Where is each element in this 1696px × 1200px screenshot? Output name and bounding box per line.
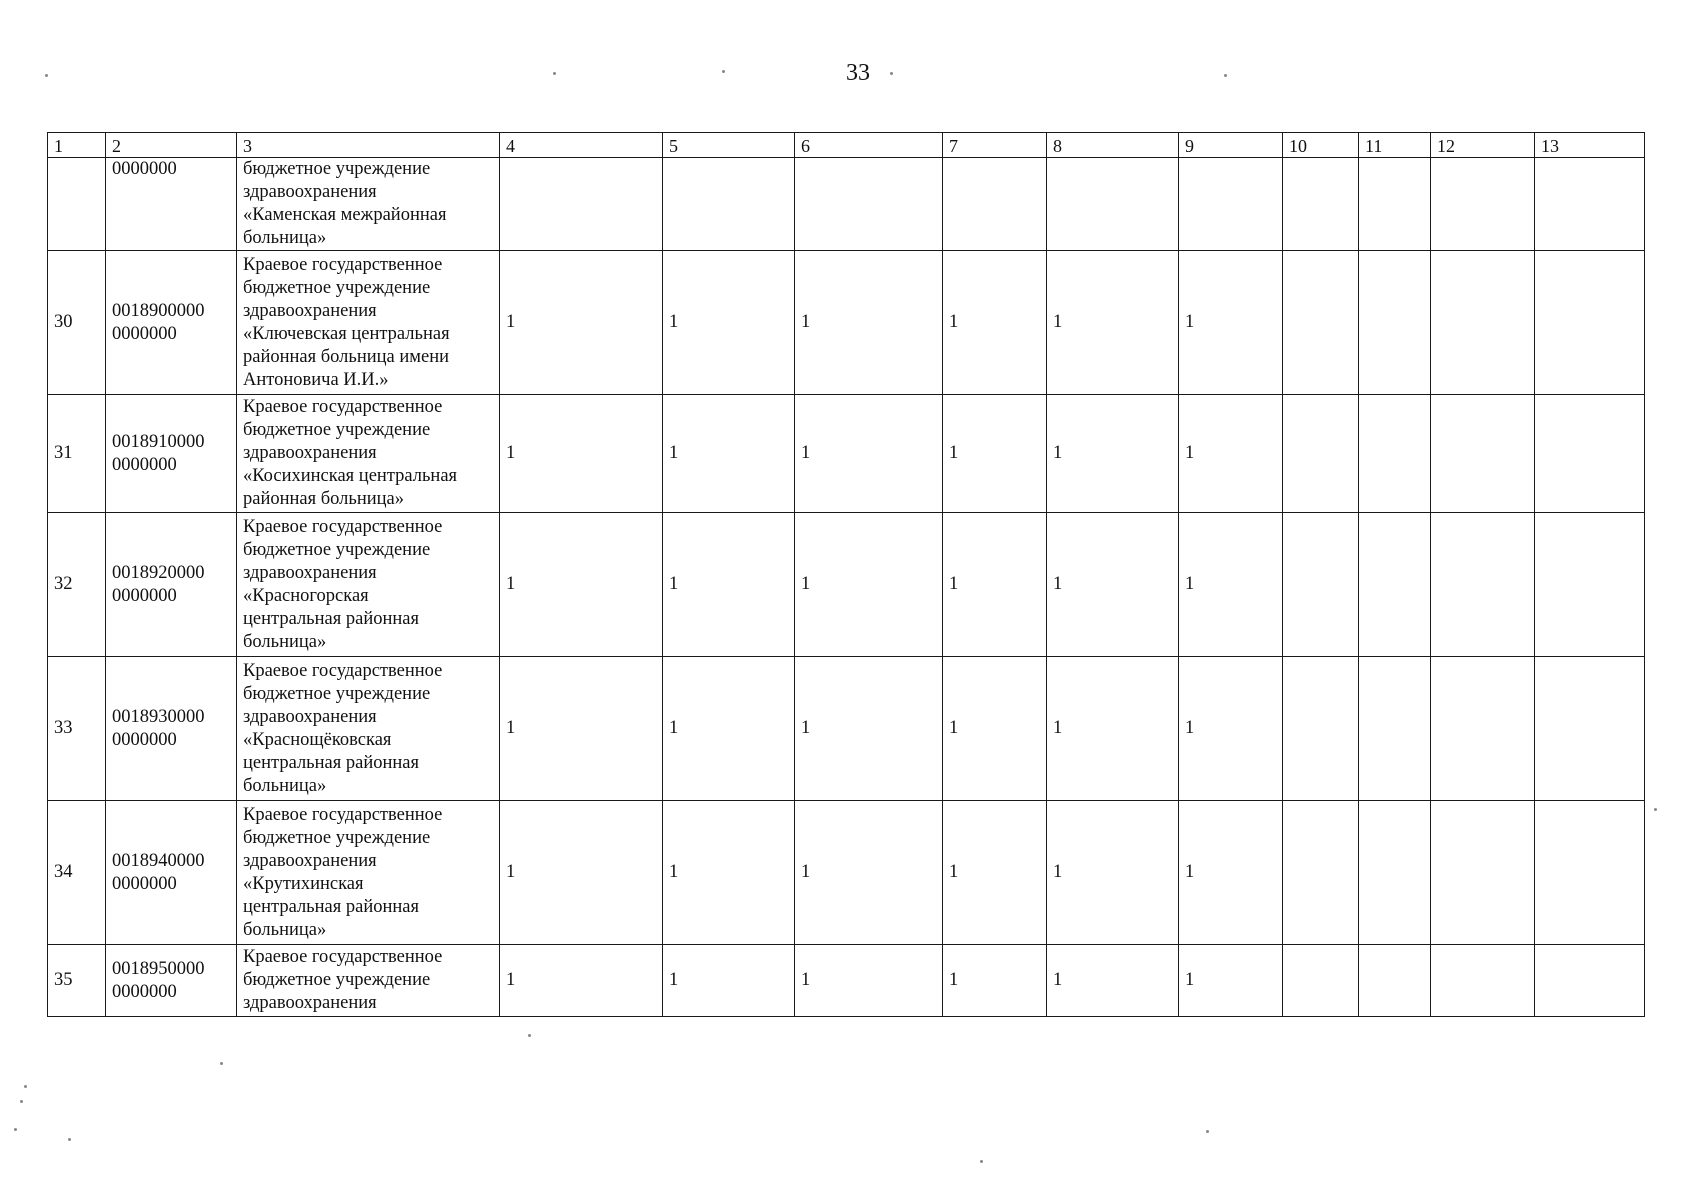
code-line: 0018930000 <box>112 706 205 727</box>
column-header-7: 7 <box>943 133 1047 158</box>
column-header-4: 4 <box>500 133 663 158</box>
institution-name-cell <box>237 158 500 251</box>
value-cell-6 <box>795 158 943 251</box>
value-cell-12 <box>1431 945 1535 1017</box>
name-line: бюджетное учреждение <box>243 970 431 990</box>
code-line: 0018920000 <box>112 562 205 583</box>
value-cell-4: 1 <box>500 657 663 801</box>
scan-speck <box>528 1034 531 1037</box>
value-cell-7: 1 <box>943 513 1047 657</box>
value-cell-6: 1 <box>795 945 943 1017</box>
name-line: бюджетное учреждение <box>243 683 431 704</box>
value-cell-7: 1 <box>943 251 1047 395</box>
value-cell-9: 1 <box>1179 657 1283 801</box>
page-number <box>0 60 1696 87</box>
value-cell-4: 1 <box>500 395 663 513</box>
value-cell-6: 1 <box>795 657 943 801</box>
scan-speck <box>722 70 725 73</box>
code-line: 0000000 <box>112 323 177 344</box>
value-cell-8: 1 <box>1047 801 1179 945</box>
column-header-6: 6 <box>795 133 943 158</box>
name-line: «Красногорская <box>243 585 369 606</box>
row-number-cell: 32 <box>48 513 106 657</box>
table-row <box>48 251 1645 395</box>
name-line: Краевое государственное <box>243 947 443 967</box>
value-cell-12 <box>1431 657 1535 801</box>
row-number-cell: 34 <box>48 801 106 945</box>
name-line: районная больница имени <box>243 346 450 367</box>
value-cell-7 <box>943 158 1047 251</box>
value-cell-7: 1 <box>943 945 1047 1017</box>
code-line: 0018900000 <box>112 300 205 321</box>
scan-speck <box>20 1100 23 1103</box>
value-cell-8: 1 <box>1047 251 1179 395</box>
value-cell-6: 1 <box>795 251 943 395</box>
name-line: здравоохранения <box>243 706 377 727</box>
value-cell-5 <box>663 158 795 251</box>
name-line: «Ключевская центральная <box>243 323 450 344</box>
value-cell-13 <box>1535 395 1645 513</box>
data-table <box>47 132 1645 1017</box>
table-body <box>48 158 1645 1017</box>
column-header-10: 10 <box>1283 133 1359 158</box>
name-line: Краевое государственное <box>243 254 443 275</box>
name-line: здравоохранения <box>243 993 377 1013</box>
row-number-cell: 30 <box>48 251 106 395</box>
institution-name-cell <box>237 251 500 395</box>
scan-speck <box>890 72 893 75</box>
code-cell <box>106 395 237 513</box>
name-line: Краевое государственное <box>243 397 443 417</box>
code-line: 0000000 <box>112 873 177 894</box>
row-number-cell <box>48 158 106 251</box>
name-line: центральная районная <box>243 752 419 773</box>
value-cell-11 <box>1359 801 1431 945</box>
value-cell-10 <box>1283 158 1359 251</box>
code-cell <box>106 657 237 801</box>
value-cell-10 <box>1283 395 1359 513</box>
value-cell-11 <box>1359 513 1431 657</box>
row-number-cell: 31 <box>48 395 106 513</box>
institution-name-cell <box>237 801 500 945</box>
value-cell-8: 1 <box>1047 945 1179 1017</box>
column-header-11: 11 <box>1359 133 1431 158</box>
value-cell-5: 1 <box>663 945 795 1017</box>
name-line: бюджетное учреждение <box>243 159 431 179</box>
value-cell-7: 1 <box>943 395 1047 513</box>
value-cell-8: 1 <box>1047 657 1179 801</box>
column-header-12: 12 <box>1431 133 1535 158</box>
code-line: 0000000 <box>112 585 177 606</box>
value-cell-11 <box>1359 657 1431 801</box>
name-line: районная больница» <box>243 489 405 509</box>
code-line: 0018940000 <box>112 850 205 871</box>
name-line: центральная районная <box>243 608 419 629</box>
name-line: «Косихинская центральная <box>243 466 458 486</box>
value-cell-12 <box>1431 801 1535 945</box>
value-cell-4 <box>500 158 663 251</box>
code-cell <box>106 158 237 251</box>
value-cell-10 <box>1283 945 1359 1017</box>
row-number-cell: 35 <box>48 945 106 1017</box>
scan-speck <box>553 72 556 75</box>
code-cell <box>106 945 237 1017</box>
column-header-2: 2 <box>106 133 237 158</box>
name-line: Краевое государственное <box>243 660 443 681</box>
value-cell-10 <box>1283 251 1359 395</box>
value-cell-5: 1 <box>663 513 795 657</box>
institution-name-cell <box>237 513 500 657</box>
code-cell <box>106 801 237 945</box>
code-line: 0018910000 <box>112 431 205 452</box>
value-cell-11 <box>1359 395 1431 513</box>
table-row <box>48 945 1645 1017</box>
value-cell-7: 1 <box>943 801 1047 945</box>
name-line: «Каменская межрайонная <box>243 205 447 225</box>
name-line: здравоохранения <box>243 562 377 583</box>
table-row <box>48 513 1645 657</box>
value-cell-13 <box>1535 251 1645 395</box>
code-line: 0000000 <box>112 981 177 1002</box>
name-line: здравоохранения <box>243 182 377 202</box>
table-row <box>48 395 1645 513</box>
value-cell-10 <box>1283 513 1359 657</box>
value-cell-6: 1 <box>795 513 943 657</box>
scan-speck <box>24 1085 27 1088</box>
name-line: здравоохранения <box>243 300 377 321</box>
value-cell-9: 1 <box>1179 513 1283 657</box>
value-cell-12 <box>1431 251 1535 395</box>
scan-speck <box>45 74 48 77</box>
value-cell-5: 1 <box>663 801 795 945</box>
value-cell-13 <box>1535 801 1645 945</box>
page-number-text: 33 <box>846 60 870 86</box>
code-cell <box>106 513 237 657</box>
value-cell-9: 1 <box>1179 801 1283 945</box>
scan-speck <box>1224 74 1227 77</box>
name-line: больница» <box>243 919 327 940</box>
name-line: бюджетное учреждение <box>243 827 431 848</box>
name-line: бюджетное учреждение <box>243 277 431 298</box>
table-row <box>48 657 1645 801</box>
name-line: больница» <box>243 631 327 652</box>
name-line: больница» <box>243 228 327 248</box>
table-header-row <box>48 133 1645 158</box>
institution-name-cell <box>237 395 500 513</box>
value-cell-5: 1 <box>663 395 795 513</box>
name-line: Краевое государственное <box>243 516 443 537</box>
value-cell-9: 1 <box>1179 251 1283 395</box>
name-line: центральная районная <box>243 896 419 917</box>
value-cell-12 <box>1431 395 1535 513</box>
value-cell-13 <box>1535 657 1645 801</box>
value-cell-13 <box>1535 158 1645 251</box>
name-line: Антоновича И.И.» <box>243 369 389 390</box>
name-line: бюджетное учреждение <box>243 539 431 560</box>
value-cell-12 <box>1431 158 1535 251</box>
name-line: больница» <box>243 775 327 796</box>
table-row <box>48 801 1645 945</box>
name-line: Краевое государственное <box>243 804 443 825</box>
name-line: здравоохранения <box>243 443 377 463</box>
column-header-5: 5 <box>663 133 795 158</box>
value-cell-4: 1 <box>500 801 663 945</box>
value-cell-9: 1 <box>1179 395 1283 513</box>
name-line: бюджетное учреждение <box>243 420 431 440</box>
value-cell-6: 1 <box>795 801 943 945</box>
value-cell-4: 1 <box>500 945 663 1017</box>
value-cell-8: 1 <box>1047 513 1179 657</box>
column-header-13: 13 <box>1535 133 1645 158</box>
code-line: 0018950000 <box>112 958 205 979</box>
scan-speck <box>68 1138 71 1141</box>
institution-name-cell <box>237 657 500 801</box>
scan-speck <box>1654 808 1657 811</box>
value-cell-13 <box>1535 513 1645 657</box>
institution-name-cell <box>237 945 500 1017</box>
column-header-3: 3 <box>237 133 500 158</box>
value-cell-7: 1 <box>943 657 1047 801</box>
value-cell-12 <box>1431 513 1535 657</box>
value-cell-9 <box>1179 158 1283 251</box>
value-cell-10 <box>1283 657 1359 801</box>
value-cell-4: 1 <box>500 513 663 657</box>
value-cell-13 <box>1535 945 1645 1017</box>
scan-speck <box>1206 1130 1209 1133</box>
value-cell-11 <box>1359 251 1431 395</box>
value-cell-10 <box>1283 801 1359 945</box>
table-row <box>48 158 1645 251</box>
value-cell-5: 1 <box>663 251 795 395</box>
scan-speck <box>220 1062 223 1065</box>
code-line: 0000000 <box>112 454 177 475</box>
code-line: 0000000 <box>112 729 177 750</box>
column-header-1: 1 <box>48 133 106 158</box>
value-cell-9: 1 <box>1179 945 1283 1017</box>
scan-speck <box>980 1160 983 1163</box>
column-header-9: 9 <box>1179 133 1283 158</box>
value-cell-8: 1 <box>1047 395 1179 513</box>
value-cell-8 <box>1047 158 1179 251</box>
name-line: «Крутихинская <box>243 873 364 894</box>
value-cell-4: 1 <box>500 251 663 395</box>
scan-speck <box>14 1128 17 1131</box>
value-cell-6: 1 <box>795 395 943 513</box>
code-cell <box>106 251 237 395</box>
value-cell-5: 1 <box>663 657 795 801</box>
name-line: «Краснощёковская <box>243 729 392 750</box>
code-line: 0000000 <box>112 159 177 179</box>
column-header-8: 8 <box>1047 133 1179 158</box>
value-cell-11 <box>1359 945 1431 1017</box>
value-cell-11 <box>1359 158 1431 251</box>
name-line: здравоохранения <box>243 850 377 871</box>
row-number-cell: 33 <box>48 657 106 801</box>
